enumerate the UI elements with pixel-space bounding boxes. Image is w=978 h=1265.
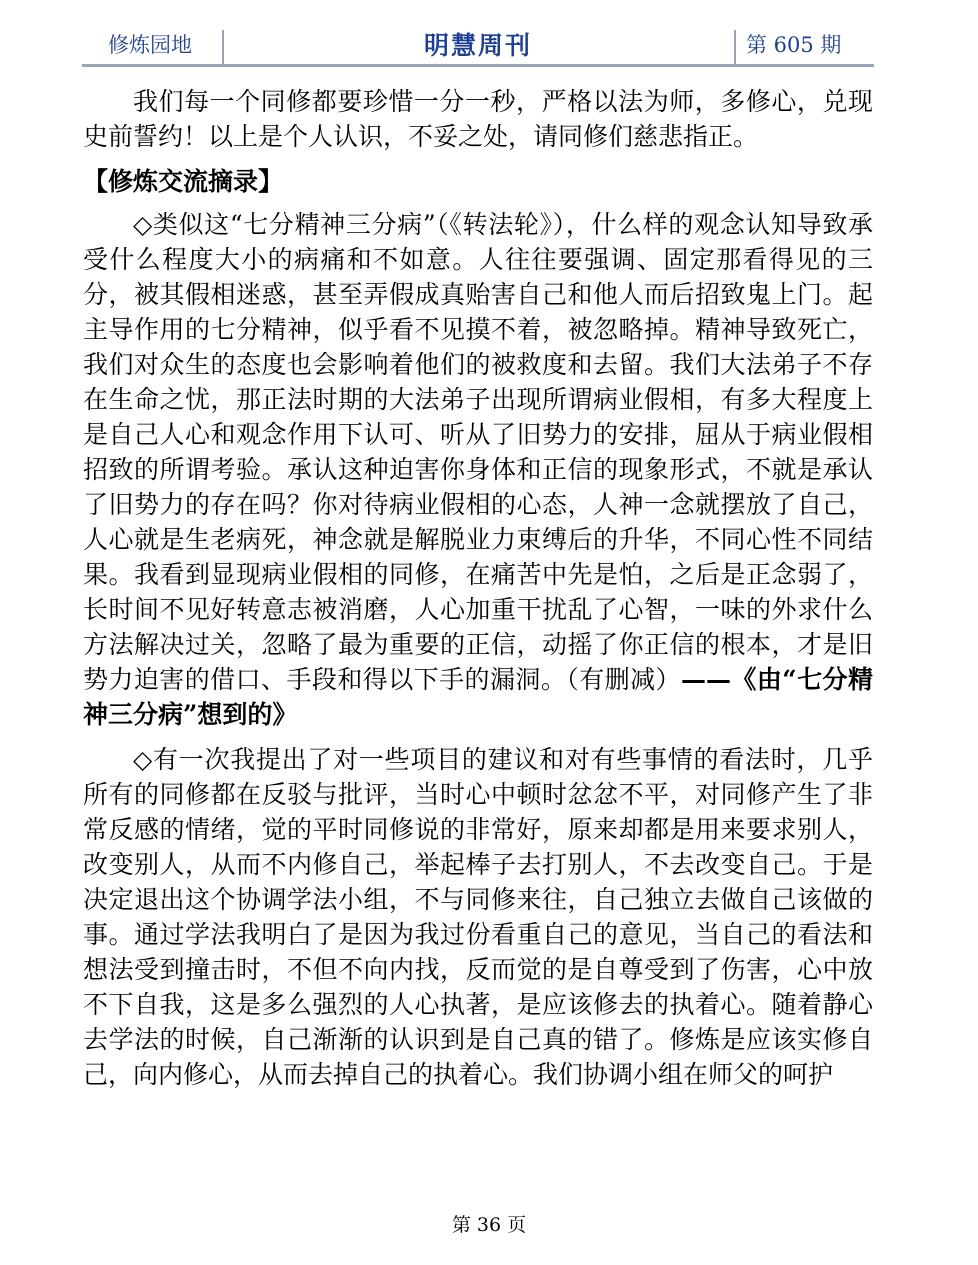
- paragraph-excerpt-1: [83, 207, 873, 732]
- excerpt-1-text: ◇类似这“七分精神三分病”（《转法轮》），什么样的观念认知导致承受什么程度大小的病痛和不如意。人往往要强调、固定那看得见的三分，被其假相迷惑，甚至弄假成真贻害自己和他人而后招致鬼上门。起主导作用的七分精神，似乎看不见摸不着，被忽略掉。精神导致死亡，我们对众生的态度也会影响着他们的被救度和去留。我们大法弟子不存在生命之忧，那正法时期的大法弟子出现所谓病业假相，有多大程度上是自己人心和观念作用下认可、听从了旧势力的安排，屈从于病业假相招致的所谓考验。承认这种迫害你身体和正信的现象形式，不就是承认了旧势力的存在吗？你对待病业假相的心态，人神一念就摆放了自己，人心就是生老病死，神念就是解脱业力束缚后的升华，不同心性不同结果。我看到显现病业假相的同修，在痛苦中先是怕，之后是正念弱了，长时间不见好转意志被消磨，人心加重干扰乱了心智，一味的外求什么方法解决过关，忽略了最为重要的正信，动摇了你正信的根本，才是旧势力迫害的借口、手段和得以下手的漏洞。（有删减）: [83, 210, 873, 694]
- header-rule: [82, 64, 874, 67]
- paragraph-excerpt-2: ◇有一次我提出了对一些项目的建议和对有些事情的看法时，几乎所有的同修都在反驳与批评，当时心中顿时忿忿不平，对同修产生了非常反感的情绪，觉的平时同修说的非常好，原来却都是用来要求别人，改变别人，从而不内修自己，举起棒子去打别人，不去改变自己。于是决定退出这个协调学法小组，不与同修来往，自己独立去做自己该做的事。通过学法我明白了是因为我过份看重自己的意见，当自己的看法和想法受到撞击时，不但不向内找，反而觉的是自尊受到了伤害，心中放不下自我，这是多么强烈的人心执著，是应该修去的执着心。随着静心去学法的时候，自己渐渐的认识到是自己真的错了。修炼是应该实修自己，向内修心，从而去掉自己的执着心。我们协调小组在师父的呵护: [83, 745, 873, 1089]
- excerpt-1-source: ——《由“七分精神三分病”想到的》: [83, 665, 873, 729]
- header-divider-right: [734, 30, 736, 64]
- page-header: [82, 24, 874, 64]
- publication-title: 明慧周刊: [423, 31, 532, 60]
- section-heading: 【修炼交流摘录】: [83, 167, 284, 196]
- issue-number: 第 605 期: [746, 33, 842, 57]
- page-body: [83, 84, 873, 1092]
- page-number: 第 36 页: [451, 1214, 527, 1236]
- paragraph-intro: 我们每一个同修都要珍惜一分一秒，严格以法为师，多修心，兑现史前誓约！以上是个人认识，不妥之处，请同修们慈悲指正。: [83, 87, 873, 151]
- section-title: 修炼园地: [108, 33, 192, 57]
